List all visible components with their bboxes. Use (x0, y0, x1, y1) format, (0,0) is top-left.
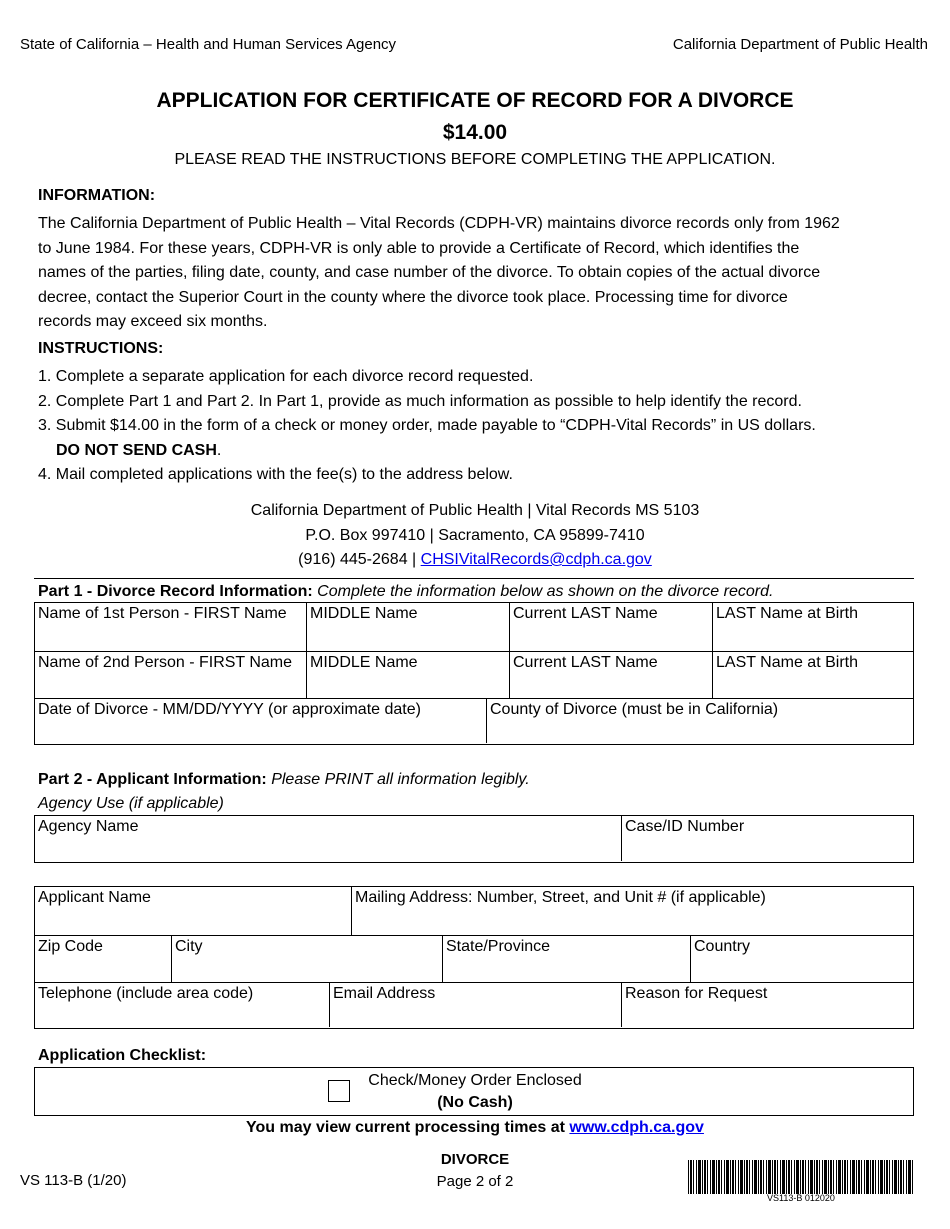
person1-first-name-field[interactable]: Name of 1st Person - FIRST Name (38, 605, 287, 622)
department-header: California Department of Public Health (672, 36, 928, 53)
part2-title: Part 2 - Applicant Information: (38, 771, 267, 788)
information-line: The California Department of Public Health – Vital Records (CDPH-VR) maintains divorce records only from 1962 (38, 215, 840, 232)
person2-current-last-name-field[interactable]: Current LAST Name (509, 652, 712, 698)
processing-times-text: You may view current processing times at (246, 1119, 570, 1136)
information-line: records may exceed six months. (38, 313, 268, 330)
part2-heading (38, 770, 530, 790)
reason-for-request-field[interactable]: Reason for Request (621, 983, 913, 1027)
part1-title: Part 1 - Divorce Record Information: (38, 583, 313, 600)
checklist-item-label: Check/Money Order Enclosed (368, 1072, 582, 1089)
agency-name-field[interactable]: Agency Name (38, 818, 139, 835)
contact-line (0, 548, 950, 573)
person2-birth-last-name-field[interactable]: LAST Name at Birth (712, 652, 913, 698)
applicant-contact-row (35, 982, 913, 1027)
information-heading: INFORMATION: (38, 187, 156, 204)
case-id-field[interactable]: Case/ID Number (621, 816, 913, 861)
instruction-item-2: 2. Complete Part 1 and Part 2. In Part 1, provide as much information as possible to help identify the record. (38, 392, 802, 410)
part2-subtitle: Please PRINT all information legibly. (271, 771, 530, 788)
part1-table (34, 602, 914, 745)
information-line: to June 1984. For these years, CDPH-VR is only able to provide a Certificate of Record, which identifies the (38, 239, 800, 257)
checklist-item (0, 1070, 950, 1114)
information-paragraph (38, 212, 918, 335)
instruction-item-3-continuation (38, 439, 928, 464)
instruction-item-3-period: . (216, 441, 222, 459)
no-cash-warning: DO NOT SEND CASH (56, 441, 217, 459)
barcode (688, 1160, 914, 1194)
telephone-field[interactable]: Telephone (include area code) (38, 985, 254, 1002)
state-province-field[interactable]: State/Province (442, 936, 690, 982)
agency-table (34, 815, 914, 863)
divorce-date-field[interactable]: Date of Divorce - MM/DD/YYYY (or approximate date) (38, 701, 421, 718)
checklist-item-note: (No Cash) (437, 1094, 513, 1111)
information-line: names of the parties, filing date, county, and case number of the divorce. To obtain copies of the actual divorce (38, 264, 821, 281)
agency-use-label: Agency Use (if applicable) (38, 795, 224, 812)
information-line: decree, contact the Superior Court in the county where the divorce took place. Processing time for divorce (38, 288, 788, 306)
email-link[interactable]: CHSIVitalRecords@cdph.ca.gov (420, 551, 652, 568)
barcode-label: VS113-B 012020 (767, 1193, 835, 1203)
country-field[interactable]: Country (690, 936, 913, 982)
agency-header: State of California – Health and Human Services Agency (20, 36, 397, 53)
cdph-website-link[interactable]: www.cdph.ca.gov (569, 1119, 704, 1136)
checklist-heading: Application Checklist: (38, 1047, 207, 1064)
zip-code-field[interactable]: Zip Code (38, 938, 103, 955)
person2-row (35, 651, 913, 698)
form-type: DIVORCE (440, 1151, 510, 1168)
instructions-list (38, 365, 928, 488)
part1-subtitle: Complete the information below as shown on the divorce record. (317, 583, 774, 600)
person1-birth-last-name-field[interactable]: LAST Name at Birth (712, 603, 913, 651)
processing-times-line (0, 1117, 950, 1139)
instruction-item-1: 1. Complete a separate application for each divorce record requested. (38, 368, 534, 385)
form-fee: $14.00 (442, 121, 508, 144)
instruction-item-4: 4. Mail completed applications with the fee(s) to the address below. (38, 466, 513, 483)
mailing-address-field[interactable]: Mailing Address: Number, Street, and Unit # (if applicable) (351, 887, 913, 935)
agency-row (35, 816, 913, 861)
read-instructions-notice: PLEASE READ THE INSTRUCTIONS BEFORE COMPLETING THE APPLICATION. (174, 151, 776, 168)
form-title: APPLICATION FOR CERTIFICATE OF RECORD FOR A DIVORCE (156, 89, 794, 112)
applicant-name-address-row (35, 887, 913, 935)
instruction-item-3: 3. Submit $14.00 in the form of a check or money order, made payable to “CDPH-Vital Records” in US dollars. (38, 417, 816, 434)
phone-number: (916) 445-2684 | (298, 551, 421, 568)
address-line-2: P.O. Box 997410 | Sacramento, CA 95899-7410 (305, 526, 645, 544)
mailing-address-block (0, 499, 950, 573)
divorce-date-county-row (35, 698, 913, 743)
applicant-location-row (35, 935, 913, 982)
applicant-name-field[interactable]: Applicant Name (38, 889, 151, 906)
person2-middle-name-field[interactable]: MIDDLE Name (306, 652, 509, 698)
instructions-heading: INSTRUCTIONS: (38, 340, 164, 357)
person1-current-last-name-field[interactable]: Current LAST Name (509, 603, 712, 651)
part1-heading (38, 582, 773, 602)
form-id: VS 113-B (1/20) (20, 1172, 127, 1189)
divorce-county-field[interactable]: County of Divorce (must be in California) (486, 699, 913, 743)
address-line-1: California Department of Public Health | Vital Records MS 5103 (250, 502, 700, 519)
email-address-field[interactable]: Email Address (329, 983, 621, 1027)
person1-row (35, 603, 913, 651)
part1-divider (34, 578, 914, 579)
person2-first-name-field[interactable]: Name of 2nd Person - FIRST Name (38, 654, 293, 671)
city-field[interactable]: City (171, 936, 442, 982)
person1-middle-name-field[interactable]: MIDDLE Name (306, 603, 509, 651)
page-number: Page 2 of 2 (436, 1173, 514, 1190)
applicant-table (34, 886, 914, 1029)
